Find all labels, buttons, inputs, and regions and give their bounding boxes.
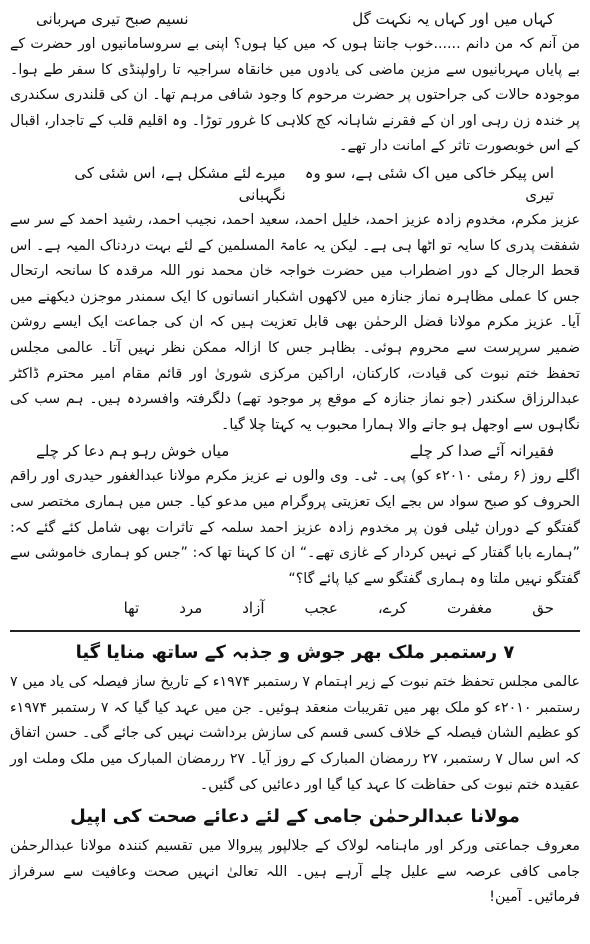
closing-word: آزاد (242, 599, 265, 618)
closing-verse (10, 596, 580, 620)
section-heading-appeal: مولانا عبدالرحمٰن جامی کے لئے دعائے صحت کی اپیل (70, 806, 520, 828)
closing-word: عجب (304, 599, 338, 618)
closing-word: مرد (179, 599, 203, 618)
verse-line: نسیم صبح تیری مہربانی (36, 10, 189, 28)
verse-line: کہاں میں اور کہاں یہ نکہت گل (352, 10, 554, 28)
section-divider (10, 630, 580, 632)
closing-word: مغفرت (446, 599, 493, 618)
verse-couplet-3 (10, 440, 580, 462)
paragraph-ptv-program: اگلے روز (۶ رمئی ۲۰۱۰ء کو) پی۔ ٹی۔ وی والوں نے عزیز مکرم مولانا عبدالغفور حیدری اور راقم الحروف کو صبح سواد س بجے ایک تعزیتی پروگرام میں مدعو کیا۔ جس میں ہماری مختصر سی گفتگو کے دوران ٹیلی فون پر مخدوم زادہ عزیز احمد سلمہ کے تاثرات بھی شامل کئے گئے کہ: ”ہمارے بابا گفتار کے نہیں کردار کے غازی تھے۔“ ان کا کہنا تھا کہ: ”جس کو ہماری خاموشی سے گفتگو نہیں ملتا وہ ہماری گفتگو سے کیا پائے گا؟“ (10, 468, 581, 587)
verse-line: میاں خوش رہو ہم دعا کر چلے (36, 442, 230, 461)
section-heading-september: ۷ رستمبر ملک بھر جوش و جذبہ کے ساتھ منایا گیا (75, 642, 515, 664)
verse-couplet-2 (10, 162, 580, 206)
paragraph-appeal: معروف جماعتی ورکر اور ماہنامہ لولاک کے جلالپور پیروالا میں تقسیم کنندہ مولانا عبدالرحمٰن جامی کافی عرصہ سے علیل چلے آرہے ہیں۔ اللہ تعالیٰ انہیں صحت وعافیت سے سرفراز فرمائیں۔ آمین! (10, 838, 580, 906)
verse-line: اس پیکر خاکی میں اک شئی ہے، سو وہ تیری (304, 163, 554, 204)
closing-word: کرے، (377, 599, 407, 618)
verse-line: میرے لئے مشکل ہے، اس شئی کی نگہبانی (74, 163, 286, 204)
verse-couplet-1 (10, 8, 580, 30)
closing-word: حق (532, 599, 554, 618)
closing-word: تھا (123, 599, 140, 618)
paragraph-condolence: عزیز مکرم، مخدوم زادہ عزیز احمد، خلیل احمد، سعید احمد، نجیب احمد، رشید احمد کے سر سے شفقت پدری کا سایہ تو اٹھا ہی ہے۔ لیکن یہ عامۃ المسلمین کے لئے بہت دردناک المیہ ہے۔ اس قحط الرجال کے دور اضطراب میں حضرت خواجہ خان محمد نور اللہ مرقدہ کا سانحہ ارتحال جس کا عملی مظاہرہ نماز جنازہ میں لاکھوں اشکبار انسانوں کا ایک سمندر موجزن دیکھنے میں آیا۔ عزیز مکرم مولانا فضل الرحمٰن بھی قابل تعزیت ہیں کہ ان کی جماعت ایک ایسے روشن ضمیر سرپرست سے محروم ہوئی۔ بظاہر جس کا ازالہ ممکن نظر نہیں آتا۔ عالمی مجلس تحفظ ختم نبوت کی قیادت، کارکنان، اراکین مرکزی شوریٰ اور قائم مقام امیر محترم ڈاکٹر عبدالرزاق سکندر (جو نماز جنازہ کے موقع پر موجود تھے) دلگرفتہ وافسردہ ہیں۔ ہم سب کی نگاہوں سے اوجھل ہو جانے والا ہمارا محبوب یہ کہتا چلا گیا۔ (10, 211, 580, 433)
paragraph-intro: من آنم کہ من دانم ......خوب جانتا ہوں کہ میں کیا ہوں؟ اپنی بے سروسامانیوں اور حضرت کے بے پایاں مہربانیوں سے مزین ماضی کی یادوں میں خانقاہ سراجیہ تا راولپنڈی کا سفر طے ہوا۔ موجودہ حالات کی جراحتوں پر حضرت مرحوم کا وجود شافی مرہم تھا۔ ان کی قلندری سکندری پر خندہ زن رہی اور ان کے فقرنے شاہانہ کج کلاہی کا غرور توڑا۔ وہ اقلیم قلب کے تاجدار، اقبال کے اس خوبصورت تاثر کے امانت دار تھے۔ (10, 36, 580, 155)
paragraph-september: عالمی مجلس تحفظ ختم نبوت کے زیر اہتمام ۷ رستمبر ۱۹۷۴ء کے تاریخ ساز فیصلہ کی یاد میں ۷ رستمبر ۲۰۱۰ء کو ملک بھر میں تقریبات منعقد ہوئیں۔ جن میں عہد کیا گیا کہ ۷ رستمبر ۱۹۷۴ء کو عظیم الشان فیصلہ کے خلاف کسی قسم کی سازش برداشت نہیں کی جائے گی۔ حسن اتفاق کہ اس سال ۷ رستمبر، ۲۷ ررمضان المبارک کے روز آیا۔ ۲۷ ررمضان المبارک میں ملک وملت اور عقیدہ ختم نبوت کی حفاظت کا عہد کیا گیا اور دعائیں کی گئیں۔ (10, 674, 580, 793)
verse-line: فقیرانہ آئے صدا کر چلے (409, 442, 554, 461)
